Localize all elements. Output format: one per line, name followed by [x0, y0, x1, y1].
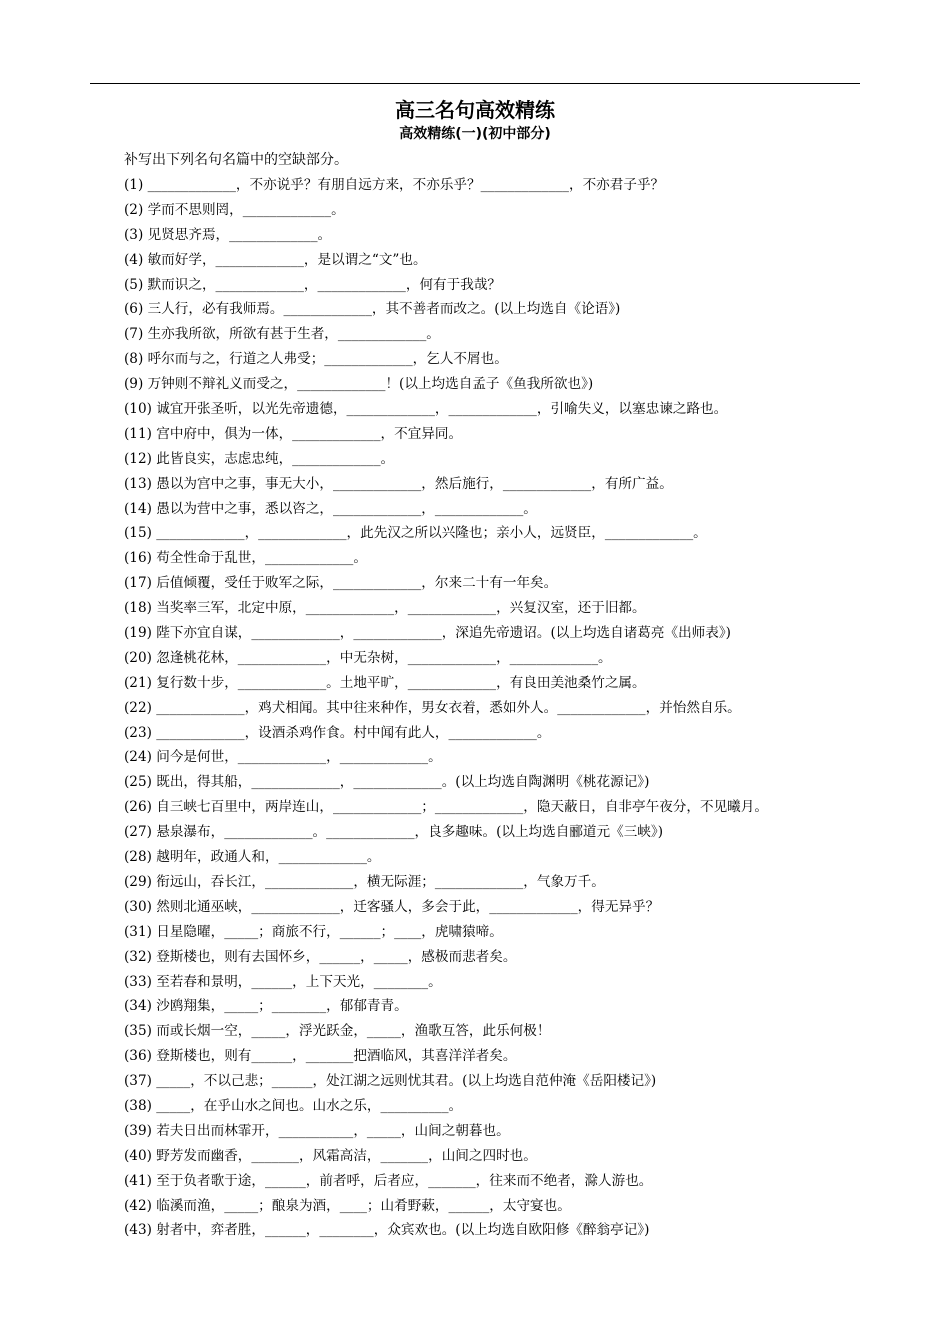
- question-item: (14) 愚以为营中之事，悉以咨之，_____________，_____________。: [124, 500, 537, 517]
- question-item: (28) 越明年，政通人和，_____________。: [124, 849, 381, 866]
- question-item: (43) 射者中，弈者胜，______，________，众宾欢也。(以上均选自欧阳修《醉翁亭记》): [124, 1222, 650, 1239]
- question-item: (22) _____________，鸡犬相闻。其中往来种作，男女衣着，悉如外人。_____________，并怡然自乐。: [124, 699, 741, 716]
- question-item: (31) 日星隐曜，_____；商旅不行，______；____，虎啸猿啼。: [124, 923, 503, 940]
- question-item: (5) 默而识之，_____________，_____________，何有于我哉？: [124, 276, 502, 293]
- question-item: (11) 宫中府中，俱为一体，_____________，不宜异同。: [124, 425, 463, 442]
- question-item: (23) _____________，设酒杀鸡作食。村中闻有此人，_____________。: [124, 724, 551, 741]
- question-item: (3) 见贤思齐焉，_____________。: [124, 226, 332, 243]
- question-item: (30) 然则北通巫峡，_____________，迁客骚人，多会于此，_____________，得无异乎？: [124, 898, 660, 915]
- question-item: (12) 此皆良实，志虑忠纯，_____________。: [124, 450, 395, 467]
- question-item: (18) 当奖率三军，北定中原，_____________，_____________，兴复汉室，还于旧都。: [124, 600, 646, 617]
- question-item: (32) 登斯楼也，则有去国怀乡，______，_____，感极而悲者矣。: [124, 948, 517, 965]
- question-item: (1) _____________，不亦说乎？有朋自远方来，不亦乐乎？_____________，不亦君子乎？: [124, 177, 665, 193]
- question-item: (13) 愚以为宫中之事，事无大小，_____________，然后施行，_____________，有所广益。: [124, 475, 673, 492]
- question-item: (20) 忽逢桃花林，_____________，中无杂树，_____________，_____________。: [124, 649, 612, 666]
- question-item: (34) 沙鸥翔集，_____；________，郁郁青青。: [124, 998, 408, 1015]
- header-rule: [90, 83, 860, 84]
- question-item: (9) 万钟则不辩礼义而受之，_____________！(以上均选自孟子《鱼我所欲也》): [124, 376, 594, 393]
- question-item: (36) 登斯楼也，则有______，_______把酒临风，其喜洋洋者矣。: [124, 1048, 517, 1065]
- question-item: (10) 诚宜开张圣听，以光先帝遗德，_____________，_____________，引喻失义，以塞忠谏之路也。: [124, 401, 728, 418]
- question-item: (17) 后值倾覆，受任于败军之际，_____________，尔来二十有一年矣。: [124, 575, 558, 592]
- question-item: (27) 悬泉瀑布，_____________。_____________，良多趣味。(以上均选自郦道元《三峡》): [124, 824, 663, 841]
- question-item: (16) 苟全性命于乱世，_____________。: [124, 550, 367, 567]
- question-item: (25) 既出，得其船，_____________，_____________。(以上均选自陶渊明《桃花源记》): [124, 774, 650, 791]
- question-item: (35) 而或长烟一空，_____，浮光跃金，_____，渔歌互答，此乐何极！: [124, 1023, 551, 1040]
- instruction-text: 补写出下列名句名篇中的空缺部分。: [124, 152, 348, 168]
- question-item: (8) 呼尔而与之，行道之人弗受；_____________，乞人不屑也。: [124, 351, 508, 368]
- question-item: (21) 复行数十步，_____________。土地平旷，_____________，有良田美池桑竹之属。: [124, 674, 646, 691]
- question-list: [124, 173, 884, 1243]
- question-item: (37) _____，不以己悲；______，处江湖之远则忧其君。(以上均选自范仲淹《岳阳楼记》): [124, 1073, 657, 1090]
- question-item: (39) 若夫日出而林霏开，___________，_____，山间之朝暮也。: [124, 1122, 510, 1139]
- question-item: (26) 自三峡七百里中，两岸连山，_____________；_____________，隐天蔽日，自非亭午夜分，不见曦月。: [124, 799, 768, 816]
- question-item: (4) 敏而好学，_____________，是以谓之“文”也。: [124, 251, 427, 268]
- document-subtitle: 高效精练(一)(初中部分): [399, 126, 551, 142]
- question-item: (38) _____，在乎山水之间也。山水之乐，__________。: [124, 1097, 463, 1114]
- question-item: (7) 生亦我所欲，所欲有甚于生者，_____________。: [124, 326, 440, 343]
- question-item: (33) 至若春和景明，______，上下天光，________。: [124, 973, 442, 990]
- question-item: (41) 至于负者歌于途，______，前者呼，后者应，_______，往来而不绝者，滁人游也。: [124, 1172, 653, 1189]
- document-title: 高三名句高效精练: [395, 98, 555, 122]
- question-item: (29) 衔远山，吞长江，_____________，横无际涯；_____________，气象万千。: [124, 873, 605, 890]
- question-item: (19) 陛下亦宜自谋，_____________，_____________，深追先帝遗诏。(以上均选自诸葛亮《出师表》): [124, 625, 731, 642]
- question-item: (40) 野芳发而幽香，_______，风霜高洁，_______，山间之四时也。: [124, 1147, 537, 1164]
- question-item: (42) 临溪而渔，_____；酿泉为酒，____；山肴野蔌，______，太守宴也。: [124, 1197, 571, 1214]
- question-item: (15) _____________，_____________，此先汉之所以兴隆也；亲小人，远贤臣，_____________。: [124, 525, 707, 542]
- question-item: (6) 三人行，必有我师焉。_____________，其不善者而改之。(以上均选自《论语》): [124, 301, 621, 318]
- question-item: (2) 学而不思则罔，_____________。: [124, 201, 345, 218]
- question-item: (24) 问今是何世，_____________，_____________。: [124, 749, 442, 766]
